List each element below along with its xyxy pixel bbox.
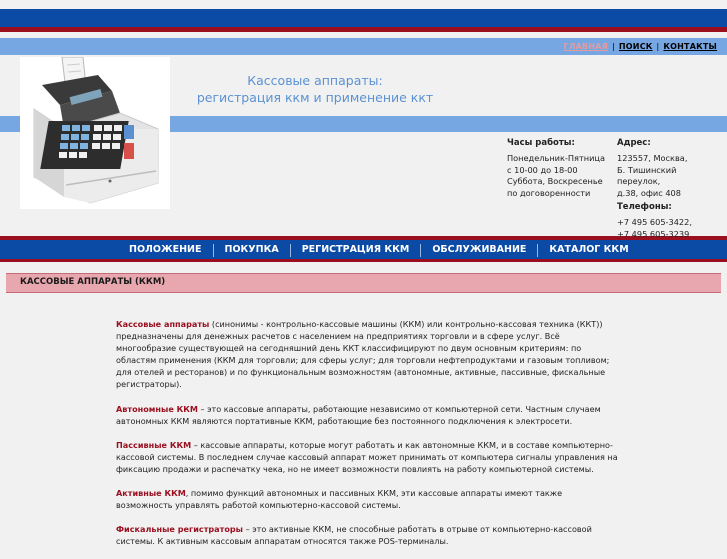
working-hours-line: Суббота, Воскресенье [507, 176, 603, 187]
term: Кассовые аппараты [116, 319, 210, 329]
address-block [617, 138, 722, 240]
top-spacer [0, 0, 727, 9]
paragraph-text: – кассовые аппараты, которые могут работать и как автономные ККМ, и в составе компьютерно-кассовой системы. В последнем случае кассовый аппарат может принимать от компьютера сигналы управления на фиксацию продажи и распечатку чека, но не имеет возможности повлиять на работу компьютерной системы. [116, 439, 618, 474]
article-paragraph [116, 318, 620, 391]
paragraph-text: , помимо функций автономных и пассивных ККМ, эти кассовые аппараты имеют также возможность управлять работой компьютерно-кассовой системы. [116, 488, 563, 511]
address-line: д.38, офис 408 [617, 188, 681, 199]
paragraph-text: (синонимы - контрольно-кассовые машины (ККМ) или контрольно-кассовая техника (ККТ)) предназначены для денежных расчетов с населением на предприятиях торговли и в сфере услуг. Всё многообразие существующей на сегодняшний день ККТ классифицируют по двум основным критериям: по областям применения (ККМ для торговли; для сферы услуг; для торговли нефтепродуктами и газовым топливом; для отелей и ресторанов) и по функциональным возможностям (автономные, активные, пассивные, фискальные регистраторы). [116, 319, 610, 390]
nav-item-registration[interactable]: РЕГИСТРАЦИЯ ККМ [301, 244, 410, 255]
main-nav [118, 240, 640, 260]
link-separator: | [612, 42, 615, 51]
top-blue-band [0, 9, 727, 27]
working-hours-line: Понедельник-Пятница [507, 152, 606, 163]
section-title-bar [6, 273, 721, 293]
nav-item-service[interactable]: ОБСЛУЖИВАНИЕ [432, 244, 527, 255]
nav-item-pokupka[interactable]: ПОКУПКА [224, 244, 279, 255]
working-hours-block [507, 138, 607, 200]
paragraph-text: – это кассовые аппараты, работающие независимо от компьютерной сети. Частным случаем автономных ККМ являются портативные ККМ, работающие без постоянного подключения к электросети. [116, 403, 601, 426]
address-line: 123557, Москва, [617, 152, 688, 163]
article-paragraph [116, 439, 620, 475]
site-title [185, 72, 445, 106]
paragraph-text: – это активные ККМ, не способные работать в отрыве от компьютерно-кассовой системы. К активным кассовым аппаратам относятся также POS-терминалы. [116, 524, 592, 547]
article-content [116, 318, 620, 559]
section-title: КАССОВЫЕ АППАРАТЫ (ККМ) [20, 277, 166, 287]
article-paragraph [116, 487, 620, 511]
site-title-line-2: регистрация ккм и применение ккт [196, 90, 434, 105]
address-line: Б. Тишинский [617, 164, 677, 175]
search-link[interactable]: ПОИСК [618, 42, 653, 51]
link-separator: | [656, 42, 660, 51]
address-line: переулок, [617, 176, 661, 187]
top-red-stripe [0, 27, 727, 32]
nav-item-polozhenie[interactable]: ПОЛОЖЕНИЕ [129, 244, 202, 255]
home-link[interactable]: ГЛАВНАЯ [563, 42, 608, 51]
working-hours-title: Часы работы: [507, 138, 575, 148]
term: Автономные ККМ [116, 403, 198, 414]
site-title-line-1: Кассовые аппараты: [247, 73, 383, 88]
term: Фискальные регистраторы [116, 524, 244, 535]
term: Активные ККМ [116, 488, 186, 499]
term: Пассивные ККМ [116, 439, 192, 450]
cash-register-icon [20, 57, 170, 209]
address-title: Адрес: [617, 138, 651, 148]
working-hours-line: по договоренности [507, 188, 591, 199]
working-hours-line: с 10-00 до 18-00 [507, 164, 578, 175]
top-links [564, 42, 717, 51]
nav-item-catalog[interactable]: КАТАЛОГ ККМ [549, 244, 629, 255]
phones-title: Телефоны: [617, 201, 672, 212]
phone-line: +7 495 605-3239 [617, 228, 690, 239]
phone-line: +7 495 605-3422, [617, 216, 692, 227]
article-paragraph [116, 523, 620, 547]
cash-register-image [20, 57, 170, 209]
article-paragraph [116, 403, 620, 427]
contacts-link[interactable]: КОНТАКТЫ [663, 42, 717, 51]
